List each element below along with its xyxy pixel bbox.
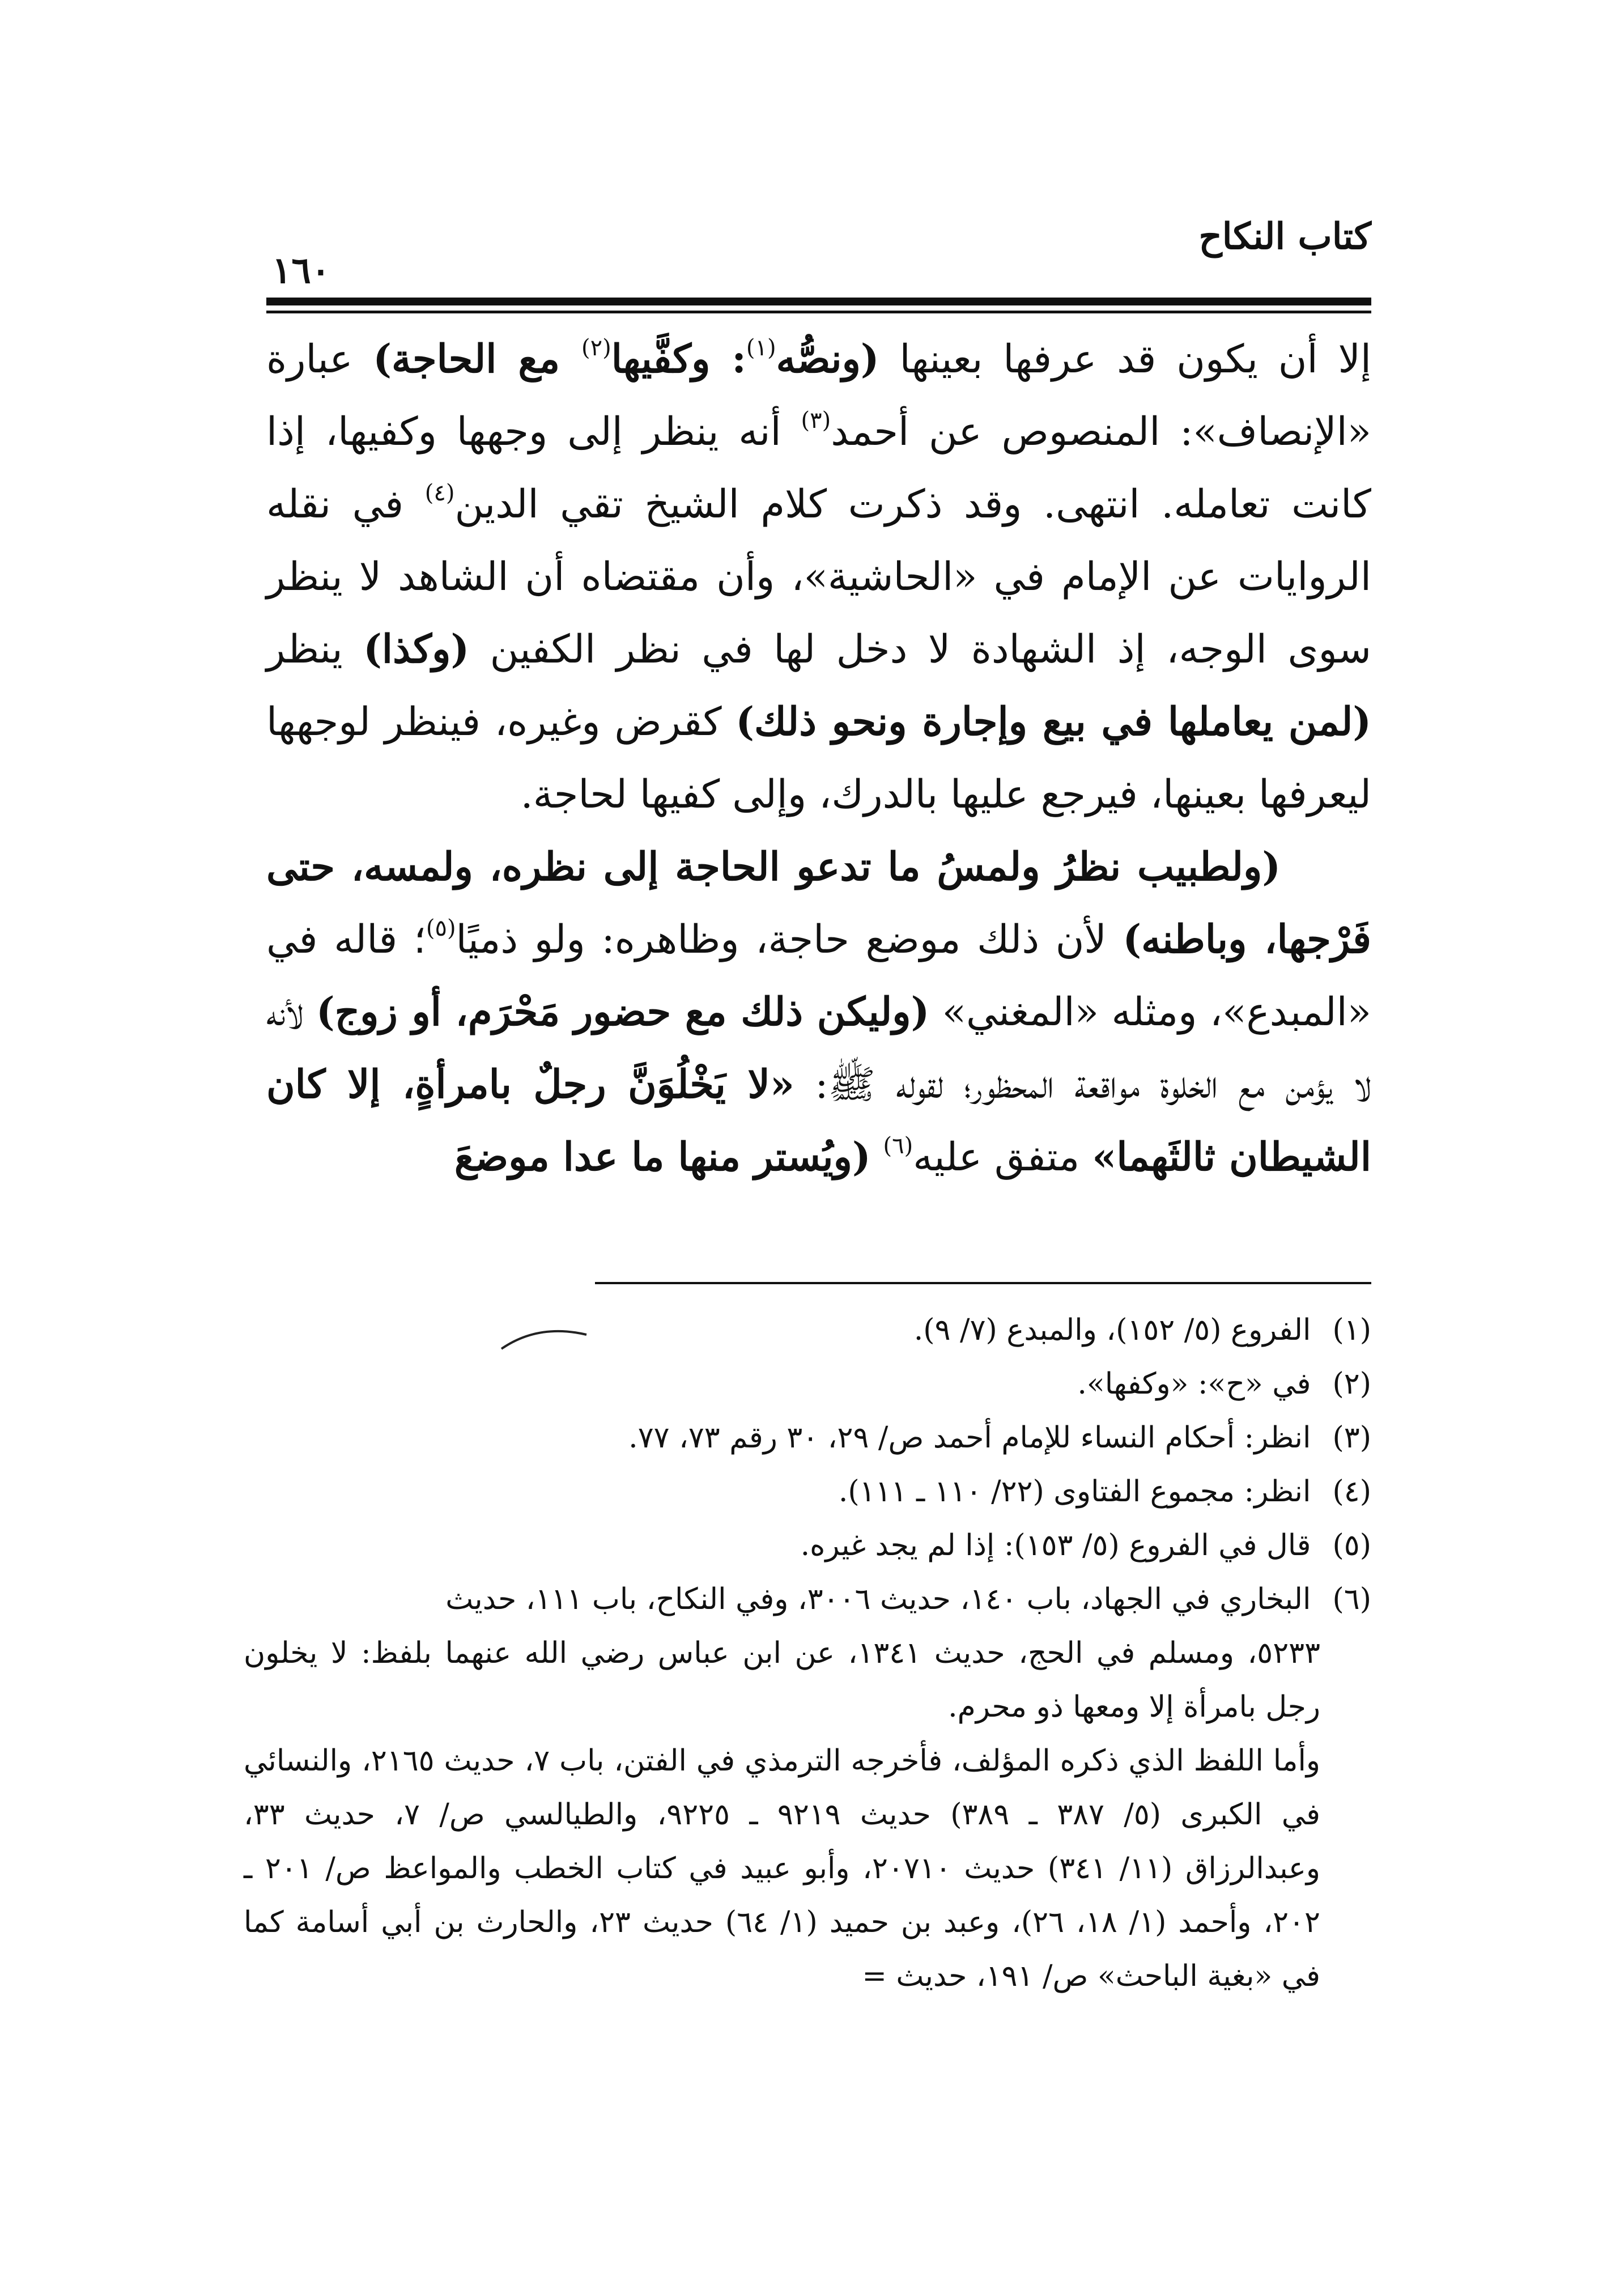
footnote-3	[244, 1411, 1371, 1465]
footnote-6-takhrij: وأما اللفظ الذي ذكره المؤلف، فأخرجه الترمذي في الفتن، باب ٧، حديث ٢١٦٥، والنسائي في الكبرى (٥/ ٣٨٧ ـ ٣٨٩) حديث ٩٢١٩ ـ ٩٢٢٥، والطيالسي ص/ ٧، حديث ٣٣، وعبدالرزاق (١١/ ٣٤١) حديث ٢٠٧١٠، وأبو عبيد في كتاب الخطب والمواعظ ص/ ٢٠١ ـ ٢٠٢، وأحمد (١/ ١٨، ٢٦)، وعبد بن حميد (١/ ٦٤) حديث ٢٣، والحارث بن أبي أسامة كما في «بغية الباحث» ص/ ١٩١، حديث =	[244, 1744, 1321, 1993]
text-run: كقرض وغيره، فينظر لوجهها ليعرفها بعينها، فيرجع عليها بالدرك، وإلى كفيها لحاجة.	[266, 699, 1371, 817]
footnote-6-continuation: ٥٢٣٣، ومسلم في الحج، حديث ١٣٤١، عن ابن عباس رضي الله عنهما بلفظ: لا يخلون رجل بامرأة إلا ومعها ذو محرم.	[244, 1636, 1321, 1724]
footnote-2	[244, 1357, 1371, 1411]
paragraph-2	[266, 831, 1371, 1194]
footnote-number: (٤)	[1332, 1475, 1371, 1509]
header-rule-thin	[266, 311, 1371, 313]
running-head	[266, 215, 1371, 300]
footnote-separator	[595, 1282, 1371, 1284]
main-text	[266, 323, 1371, 1194]
text-run: عبارة «الإنصاف»: المنصوص عن أحمد	[266, 337, 1371, 455]
footnote-text: قال في الفروع (٥/ ١٥٣): إذا لم يجد غيره.	[800, 1528, 1311, 1562]
footnote-number: (٥)	[1332, 1528, 1371, 1562]
footnote-5	[244, 1519, 1371, 1573]
footnote-text: في «ح»: «وكفها».	[1077, 1367, 1311, 1401]
matn-quote: : وكفَّيها	[611, 336, 746, 382]
text-run: ينظر	[266, 627, 364, 672]
footnote-ref-1: (١)	[746, 335, 776, 361]
text-run: لأن ذلك موضع حاجة، وظاهره: ولو ذميًا	[456, 917, 1123, 962]
page-number: ١٦٠	[272, 249, 331, 292]
matn-quote: (ولطبيب نظرُ ولمسُ ما تدعو الحاجة إلى نظره، ولمسه، حتى فَرْجها، وباطنه)	[266, 844, 1371, 962]
text-run: لأنه لا يؤمن مع الخلوة مواقعة المحظور؛ لقوله ﷺ:	[266, 990, 1371, 1107]
matn-quote: (وكذا)	[363, 626, 470, 672]
footnote-text: الفروع (٥/ ١٥٢)، والمبدع (٧/ ٩).	[913, 1313, 1311, 1347]
footnote-number: (١)	[1332, 1313, 1371, 1347]
footnote-1	[244, 1303, 1371, 1357]
footnote-ref-3: (٣)	[801, 407, 831, 434]
footnote-text: البخاري في الجهاد، باب ١٤٠، حديث ٣٠٠٦، وفي النكاح، باب ١١١، حديث	[445, 1582, 1311, 1616]
footnote-number: (٦)	[1332, 1582, 1371, 1616]
text-run: ؛ قاله في «المبدع»، ومثله «المغني»	[266, 917, 1371, 1035]
matn-quote: (لمن يعاملها في بيع وإجارة ونحو ذلك)	[736, 699, 1371, 745]
matn-quote: (ويُستر منها ما عدا موضعَ	[454, 1134, 871, 1180]
footnote-ref-4: (٤)	[424, 480, 455, 506]
footnote-number: (٣)	[1332, 1421, 1371, 1455]
footnote-6	[244, 1573, 1371, 1627]
text-run	[871, 1135, 883, 1180]
footnote-ref-2: (٢)	[581, 335, 611, 361]
text-run: متفق عليه	[913, 1135, 1092, 1180]
footnote-4	[244, 1465, 1371, 1519]
text-run: في نقله الروايات عن الإمام في «الحاشية»، وأن مقتضاه أن الشاهد لا ينظر سوى الوجه، إذ الشهادة لا دخل لها في نظر الكفين	[266, 482, 1371, 672]
footnote-ref-6: (٦)	[883, 1133, 913, 1159]
matn-quote: (وليكن ذلك مع حضور مَحْرَم، أو زوج)	[316, 989, 930, 1035]
header-rule-thick	[266, 298, 1371, 305]
matn-quote: (ونصُّه	[776, 336, 879, 382]
footnote-text: انظر: مجموع الفتاوى (٢٢/ ١١٠ ـ ١١١).	[838, 1475, 1311, 1509]
footnote-ref-5: (٥)	[426, 915, 456, 941]
matn-quote: مع الحاجة)	[373, 336, 582, 382]
hadith-quote: «لا يَخْلُوَنَّ رجلٌ بامرأةٍ، إلا كان الشيطان ثالثَهما»	[266, 1061, 1371, 1180]
paragraph-1	[266, 323, 1371, 831]
text-run: أنه ينظر إلى وجهها وكفيها، إذا كانت تعامله. انتهى. وقد ذكرت كلام الشيخ تقي الدين	[266, 409, 1371, 527]
footnote-number: (٢)	[1332, 1367, 1371, 1401]
text-run: إلا أن يكون قد عرفها بعينها	[879, 337, 1372, 382]
footnote-text: انظر: أحكام النساء للإمام أحمد ص/ ٢٩، ٣٠ رقم ٧٣، ٧٧.	[628, 1421, 1311, 1455]
book-title: كتاب النكاح	[1198, 215, 1371, 258]
footnotes	[244, 1303, 1371, 2003]
